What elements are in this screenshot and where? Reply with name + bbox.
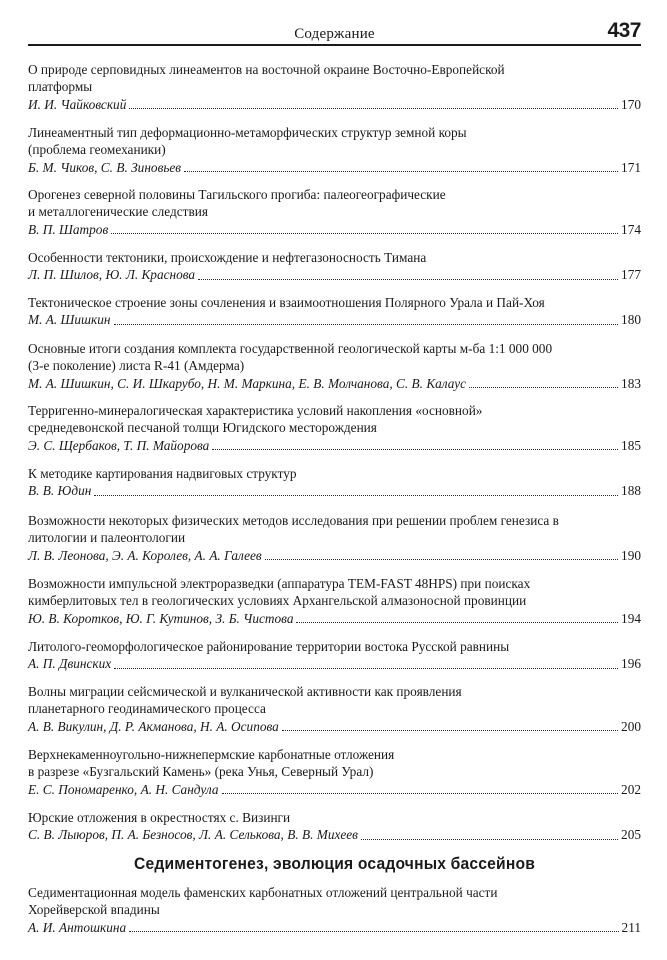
dot-leader bbox=[296, 621, 618, 623]
entry-author-line bbox=[28, 266, 641, 283]
dot-leader bbox=[94, 494, 618, 496]
dot-leader bbox=[114, 667, 618, 669]
entry-title-line: кимберлитовых тел в геологических условиях Архангельской алмазоносной провинции bbox=[28, 593, 527, 609]
toc-entry[interactable] bbox=[28, 809, 641, 844]
entry-authors: И. И. Чайковский bbox=[28, 96, 127, 112]
entry-author-line bbox=[28, 375, 641, 392]
entry-title-line: платформы bbox=[28, 79, 93, 95]
toc-entry[interactable] bbox=[28, 249, 641, 284]
entry-page-number: 170 bbox=[621, 96, 641, 112]
entry-page-number: 185 bbox=[621, 437, 641, 453]
dot-leader bbox=[212, 448, 618, 450]
entry-title-line: в разрезе «Бузгальский Камень» (река Унья, Северный Урал) bbox=[28, 764, 374, 780]
toc-entry[interactable] bbox=[28, 884, 641, 936]
toc-entry[interactable] bbox=[28, 340, 641, 392]
entry-title-line: и металлогенические следствия bbox=[28, 204, 208, 220]
toc-entry[interactable] bbox=[28, 512, 641, 564]
dot-leader bbox=[114, 323, 619, 325]
entry-author-line bbox=[28, 718, 641, 735]
entry-author-line bbox=[28, 919, 641, 936]
header-rule bbox=[28, 44, 641, 46]
entry-page-number: 190 bbox=[621, 547, 641, 563]
dot-leader bbox=[265, 558, 618, 560]
entry-title-line: Тектоническое строение зоны сочленения и взаимоотношения Полярного Урала и Пай-Хоя bbox=[28, 295, 545, 310]
entry-page-number: 194 bbox=[621, 610, 641, 626]
entry-authors: Л. В. Леонова, Э. А. Королев, А. А. Галеев bbox=[28, 547, 262, 563]
dot-leader bbox=[469, 386, 618, 388]
entry-page-number: 200 bbox=[621, 718, 641, 734]
entry-author-line bbox=[28, 221, 641, 238]
entry-title-line: Особенности тектоники, происхождение и нефтегазоносность Тимана bbox=[28, 250, 427, 265]
entry-author-line bbox=[28, 826, 641, 843]
toc-entry[interactable] bbox=[28, 186, 641, 238]
dot-leader bbox=[198, 278, 618, 280]
dot-leader bbox=[111, 232, 618, 234]
toc-entry[interactable] bbox=[28, 575, 641, 627]
entry-page-number: 177 bbox=[621, 267, 641, 283]
entry-title-line: Литолого-геоморфологическое районирование территории востока Русской равнины bbox=[28, 639, 510, 654]
dot-leader bbox=[129, 930, 618, 932]
running-header-title: Содержание bbox=[294, 26, 375, 42]
toc-entry[interactable] bbox=[28, 294, 641, 329]
entry-title-line: Волны миграции сейсмической и вулканической активности как проявления bbox=[28, 684, 462, 699]
entry-title-line: (проблема геомеханики) bbox=[28, 142, 166, 158]
entry-title-line: среднедевонской песчаной толщи Югидского месторождения bbox=[28, 420, 377, 436]
toc-entry[interactable] bbox=[28, 402, 641, 454]
toc-entry[interactable] bbox=[28, 61, 641, 113]
entry-page-number: 183 bbox=[621, 375, 641, 391]
entry-author-line bbox=[28, 437, 641, 454]
entry-author-line bbox=[28, 96, 641, 113]
entry-title-line: Терригенно-минералогическая характеристика условий накопления «основной» bbox=[28, 403, 483, 418]
entry-authors: В. П. Шатров bbox=[28, 221, 109, 237]
entry-title-line: Линеаментный тип деформационно-метаморфических структур земной коры bbox=[28, 125, 467, 140]
entry-author-line bbox=[28, 610, 641, 627]
entry-title-line: Юрские отложения в окрестностях с. Визинги bbox=[28, 810, 291, 825]
entry-title-line: планетарного геодинамического процесса bbox=[28, 701, 266, 717]
dot-leader bbox=[129, 107, 618, 109]
entry-page-number: 174 bbox=[621, 221, 641, 237]
dot-leader bbox=[361, 838, 618, 840]
entry-authors: Э. С. Щербаков, Т. П. Майорова bbox=[28, 437, 210, 453]
entry-title-line: О природе серповидных линеаментов на восточной окраине Восточно-Европейской bbox=[28, 62, 505, 77]
entry-authors: М. А. Шишкин, С. И. Шкарубо, Н. М. Маркина, Е. В. Молчанова, С. В. Калаус bbox=[28, 375, 467, 391]
dot-leader bbox=[184, 170, 618, 172]
entry-authors: А. В. Викулин, Д. Р. Акманова, Н. А. Осипова bbox=[28, 718, 279, 734]
toc-entry[interactable] bbox=[28, 746, 641, 798]
entry-authors: С. В. Лыюров, П. А. Безносов, Л. А. Селькова, В. В. Михеев bbox=[28, 827, 358, 843]
entry-page-number: 171 bbox=[621, 159, 641, 175]
entry-title-line: К методике картирования надвиговых структур bbox=[28, 466, 297, 481]
entry-title-line: (3-е поколение) листа R-41 (Амдерма) bbox=[28, 358, 245, 374]
toc-entry[interactable] bbox=[28, 683, 641, 735]
entry-page-number: 196 bbox=[621, 656, 641, 672]
entry-title-line: Седиментационная модель фаменских карбонатных отложений центральной части bbox=[28, 885, 498, 900]
entry-authors: В. В. Юдин bbox=[28, 483, 92, 499]
entry-author-line bbox=[28, 482, 641, 499]
entry-authors: Б. М. Чиков, С. В. Зиновьев bbox=[28, 159, 182, 175]
entry-title-line: литологии и палеонтологии bbox=[28, 530, 186, 546]
entry-author-line bbox=[28, 655, 641, 672]
entry-page-number: 180 bbox=[621, 312, 641, 328]
toc-entry[interactable] bbox=[28, 124, 641, 176]
entry-page-number: 188 bbox=[621, 483, 641, 499]
entry-author-line bbox=[28, 547, 641, 564]
toc-entry[interactable] bbox=[28, 638, 641, 673]
entry-page-number: 205 bbox=[621, 827, 641, 843]
entry-authors: А. И. Антошкина bbox=[28, 919, 127, 935]
page-number: 437 bbox=[607, 19, 641, 42]
entry-author-line bbox=[28, 781, 641, 798]
entry-authors: Ю. В. Коротков, Ю. Г. Кутинов, З. Б. Чистова bbox=[28, 610, 294, 626]
entry-author-line bbox=[28, 311, 641, 328]
dot-leader bbox=[222, 792, 619, 794]
entry-author-line bbox=[28, 159, 641, 176]
section-heading: Седиментогенез, эволюция осадочных бассейнов bbox=[133, 854, 536, 873]
toc-entry[interactable] bbox=[28, 465, 641, 500]
entry-title-line: Орогенез северной половины Тагильского прогиба: палеогеографические bbox=[28, 187, 446, 202]
entry-title-line: Верхнекаменноугольно-нижнепермские карбонатные отложения bbox=[28, 747, 395, 762]
entry-title-line: Возможности импульсной электроразведки (аппаратура TEM-FAST 48HPS) при поисках bbox=[28, 576, 531, 591]
entry-authors: Е. С. Пономаренко, А. Н. Сандула bbox=[28, 781, 219, 797]
entry-authors: А. П. Двинских bbox=[28, 656, 112, 672]
entry-title-line: Возможности некоторых физических методов исследования при решении проблем генезиса в bbox=[28, 513, 559, 528]
entry-title-line: Хорейверской впадины bbox=[28, 902, 160, 918]
running-header bbox=[28, 20, 641, 46]
entry-authors: М. А. Шишкин bbox=[28, 312, 111, 328]
entry-page-number: 202 bbox=[621, 781, 641, 797]
entry-page-number: 211 bbox=[621, 919, 641, 935]
entry-authors: Л. П. Шилов, Ю. Л. Краснова bbox=[28, 267, 196, 283]
entry-title-line: Основные итоги создания комплекта государственной геологической карты м-ба 1:1 000 000 bbox=[28, 341, 553, 356]
dot-leader bbox=[282, 729, 618, 731]
